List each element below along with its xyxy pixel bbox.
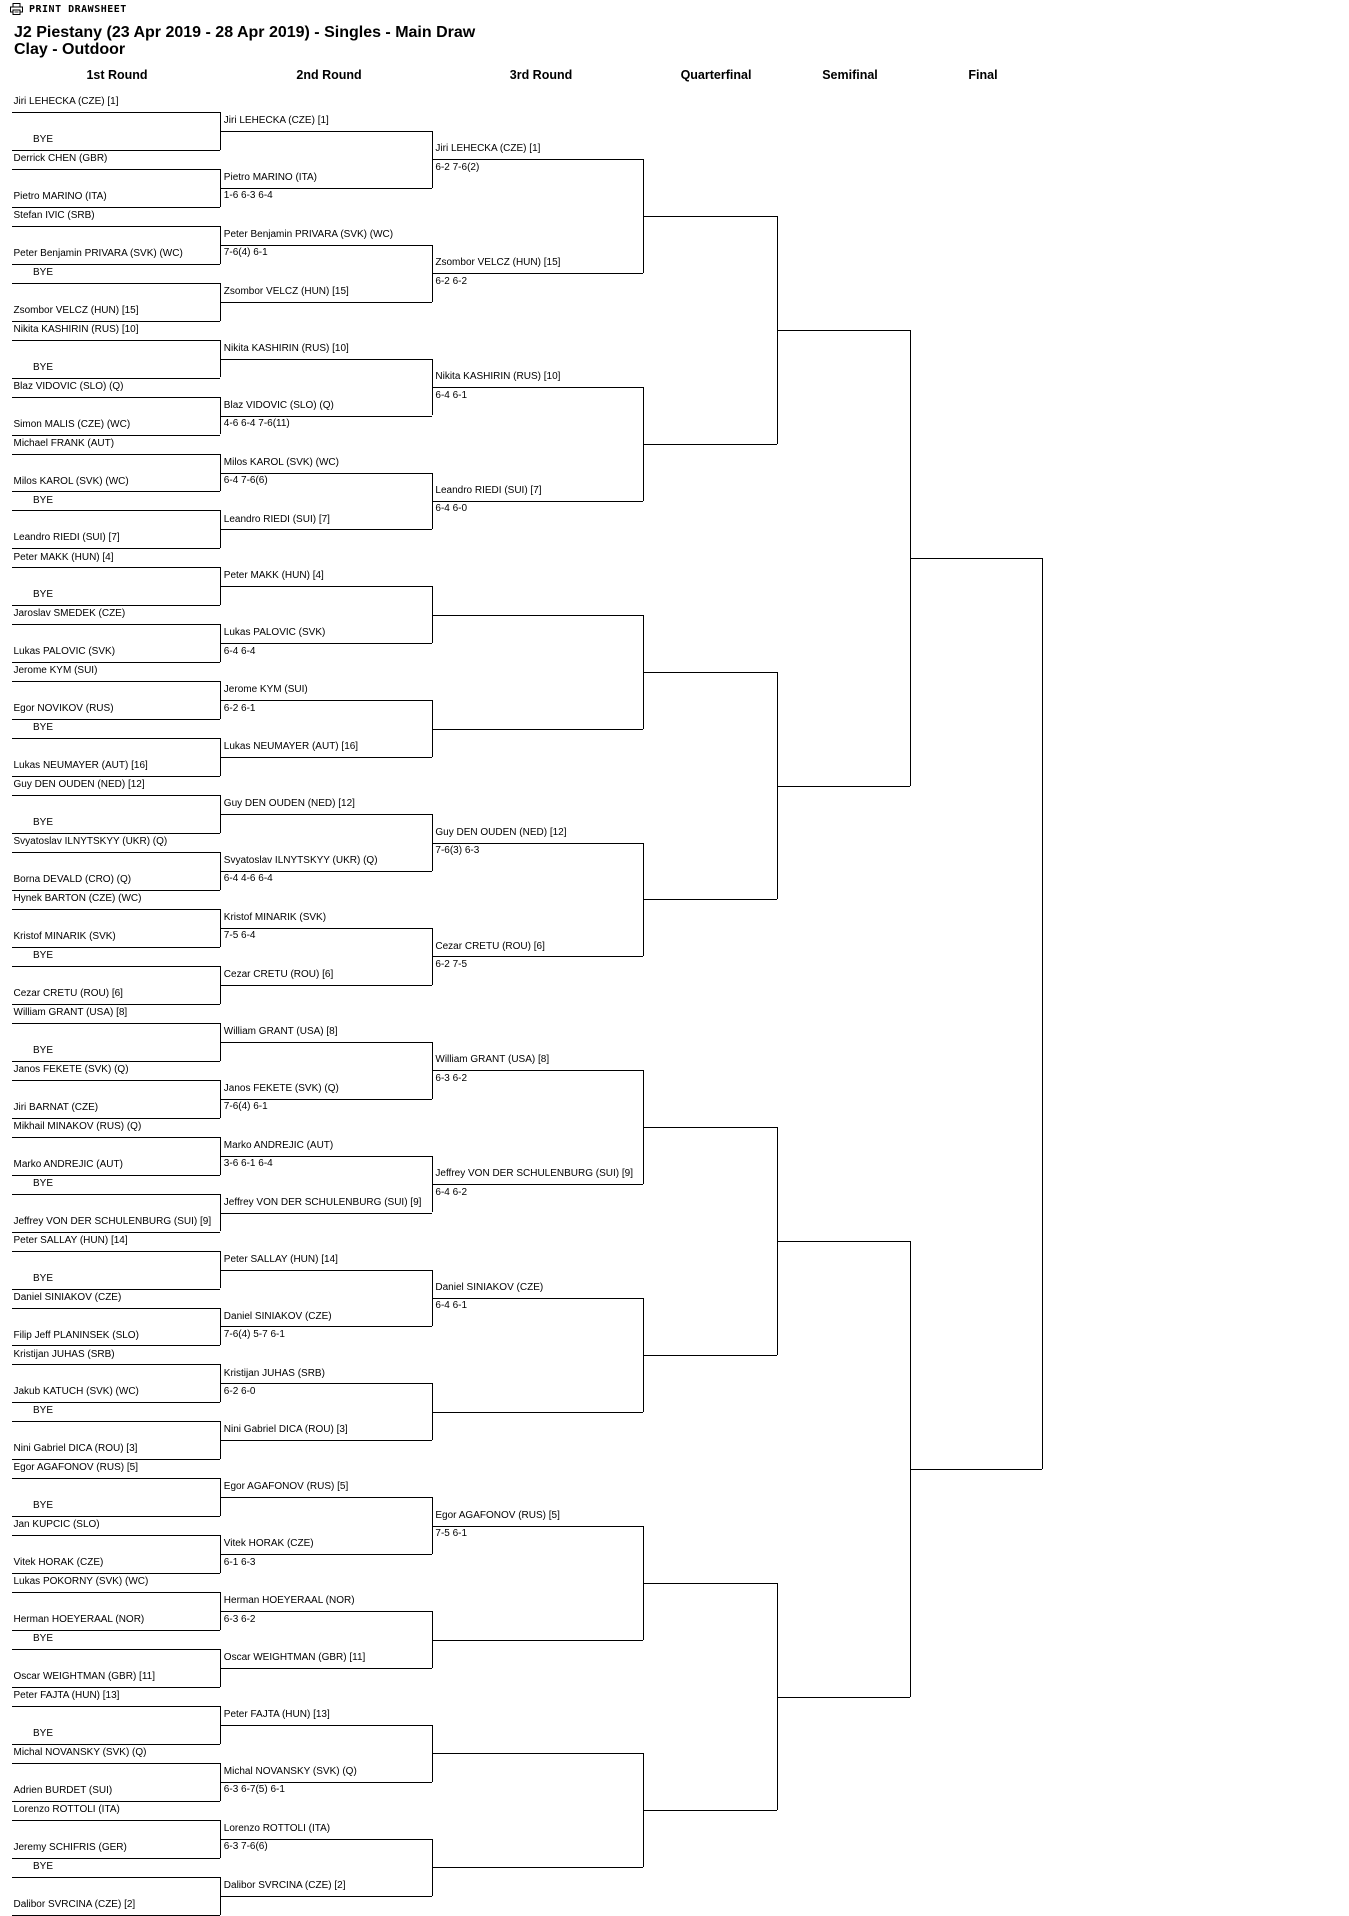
bye-label: BYE <box>33 950 54 961</box>
printer-icon <box>10 3 23 15</box>
final-line <box>910 558 1042 559</box>
match-score: 6-3 7-6(6) <box>223 1841 268 1853</box>
bye-label: BYE <box>33 1272 54 1284</box>
player-name: Jaroslav SMEDEK (CZE) <box>13 608 126 620</box>
qf-line <box>643 1127 776 1128</box>
match-score: 6-4 6-2 <box>435 1186 468 1198</box>
player-name: Marko ANDREJIC (AUT) <box>13 1158 123 1170</box>
player-name: Egor AGAFONOV (RUS) [5] <box>435 1509 560 1521</box>
player-name: Zsombor VELCZ (HUN) [15] <box>223 285 349 297</box>
player-name: Nini Gabriel DICA (ROU) [3] <box>223 1424 348 1436</box>
r1-line <box>12 1649 220 1650</box>
match-score: 6-4 6-4 <box>223 645 256 657</box>
player-name: Svyatoslav ILNYTSKYY (UKR) (Q) <box>13 836 168 848</box>
r2-line <box>220 1440 432 1441</box>
r1-line <box>12 264 220 265</box>
bye-label: BYE <box>33 817 54 829</box>
player-name: Jan KUPCIC (SLO) <box>13 1519 100 1531</box>
r1-line <box>12 1630 220 1631</box>
player-name: Peter SALLAY (HUN) [14] <box>223 1253 338 1265</box>
player-name: Kristijan JUHAS (SRB) <box>223 1367 325 1379</box>
match-score: 1-6 6-3 6-4 <box>223 190 273 202</box>
sf-line <box>777 1697 910 1698</box>
player-name: Dalibor SVRCINA (CZE) [2] <box>223 1879 346 1891</box>
player-name: Peter Benjamin PRIVARA (SVK) (WC) <box>13 247 183 259</box>
player-name: Oscar WEIGHTMAN (GBR) [11] <box>223 1652 366 1664</box>
r2-line <box>220 1213 432 1214</box>
player-name: Vitek HORAK (CZE) <box>223 1538 314 1550</box>
bye-label: BYE <box>33 133 54 145</box>
print-drawsheet-label: PRINT DRAWSHEET <box>29 3 127 15</box>
r1-line <box>12 435 220 436</box>
player-name: Jiri LEHECKA (CZE) [1] <box>13 96 119 107</box>
r1-line <box>12 1744 220 1745</box>
player-name: Janos FEKETE (SVK) (Q) <box>13 1063 129 1075</box>
qf-line <box>643 216 776 217</box>
player-name: Pietro MARINO (ITA) <box>223 171 317 183</box>
match-score: 6-2 6-2 <box>435 275 468 287</box>
r2-line <box>220 302 432 303</box>
surface-subtitle: Clay - Outdoor <box>14 41 126 58</box>
r1-line <box>12 169 220 170</box>
player-name: Jerome KYM (SUI) <box>223 684 308 696</box>
match-score: 6-2 7-5 <box>435 958 468 970</box>
match-score: 7-6(4) 6-1 <box>223 1101 268 1113</box>
r1-line <box>12 321 220 322</box>
match-score: 6-2 6-1 <box>223 702 256 714</box>
player-name: Borna DEVALD (CRO) (Q) <box>13 874 132 885</box>
r1-line <box>12 833 220 834</box>
r3-line <box>432 956 644 957</box>
r3-line <box>432 1526 644 1527</box>
player-name: Nikita KASHIRIN (RUS) [10] <box>435 371 561 383</box>
r2-line <box>220 131 432 132</box>
r1-line <box>12 1877 220 1878</box>
player-name: William GRANT (USA) [8] <box>435 1054 550 1066</box>
player-name: Filip Jeff PLANINSEK (SLO) <box>13 1329 139 1341</box>
final-line <box>910 1469 1042 1470</box>
player-name: Daniel SINIAKOV (CZE) <box>223 1310 332 1322</box>
r1-line <box>12 150 220 151</box>
player-name: Lukas NEUMAYER (AUT) [16] <box>13 760 148 772</box>
r2-line <box>220 1839 432 1840</box>
player-name: Peter MAKK (HUN) [4] <box>223 570 324 582</box>
player-name: Lukas PALOVIC (SVK) <box>13 646 116 658</box>
player-name: Leandro RIEDI (SUI) [7] <box>13 532 120 544</box>
r1-line <box>12 491 220 492</box>
r1-line <box>12 1232 220 1233</box>
r1-line <box>12 1687 220 1688</box>
player-name: Egor AGAFONOV (RUS) [5] <box>13 1462 138 1474</box>
match-score: 6-2 7-6(2) <box>435 161 480 173</box>
r2-line <box>220 1156 432 1157</box>
r2-line <box>220 1497 432 1498</box>
r1-line <box>12 1137 220 1138</box>
qf-line <box>643 899 776 900</box>
player-name: Daniel SINIAKOV (CZE) <box>435 1282 544 1294</box>
r1-line <box>12 1118 220 1119</box>
player-name: Jiri LEHECKA (CZE) [1] <box>435 143 541 155</box>
match-score: 6-4 6-1 <box>435 1300 468 1312</box>
player-name: Michal NOVANSKY (SVK) (Q) <box>223 1766 357 1777</box>
r1-line <box>12 1592 220 1593</box>
r2-line <box>220 1099 432 1100</box>
player-name: Peter Benjamin PRIVARA (SVK) (WC) <box>223 228 394 240</box>
player-name: Leandro RIEDI (SUI) [7] <box>223 513 330 525</box>
print-drawsheet-link[interactable] <box>10 2 127 16</box>
player-name: Pietro MARINO (ITA) <box>13 190 107 202</box>
r1-line <box>12 1820 220 1821</box>
player-name: Lukas NEUMAYER (AUT) [16] <box>223 741 359 753</box>
player-name: Nini Gabriel DICA (ROU) [3] <box>13 1443 138 1455</box>
r3-line <box>432 843 644 844</box>
r2-line <box>220 586 432 587</box>
r2-line <box>220 1270 432 1271</box>
player-name: Simon MALIS (CZE) (WC) <box>13 418 131 430</box>
qf-line <box>643 444 776 445</box>
player-name: Guy DEN OUDEN (NED) [12] <box>435 826 567 838</box>
r1-line <box>12 397 220 398</box>
qf-line <box>643 672 776 673</box>
player-name: Guy DEN OUDEN (NED) [12] <box>13 779 145 791</box>
r1-line <box>12 207 220 208</box>
player-name: Jeffrey VON DER SCHULENBURG (SUI) [9] <box>435 1168 634 1180</box>
player-name: Leandro RIEDI (SUI) [7] <box>435 485 542 496</box>
r1-line <box>12 1421 220 1422</box>
r1-line <box>12 1858 220 1859</box>
r1-line <box>12 1080 220 1081</box>
match-score: 3-6 6-1 6-4 <box>223 1158 273 1170</box>
player-name: Milos KAROL (SVK) (WC) <box>223 456 339 468</box>
r1-line <box>12 226 220 227</box>
r3-line <box>432 501 644 502</box>
page-title: J2 Piestany (23 Apr 2019 - 28 Apr 2019) - Singles - Main Draw <box>14 24 476 41</box>
match-score: 6-4 6-1 <box>435 389 468 401</box>
r1-line <box>12 662 220 663</box>
r2-line <box>220 359 432 360</box>
r1-line <box>12 605 220 606</box>
r1-line <box>12 567 220 568</box>
r1-line <box>12 548 220 549</box>
player-name: Jakub KATUCH (SVK) (WC) <box>13 1386 139 1398</box>
r1-line <box>12 909 220 910</box>
match-score: 7-5 6-1 <box>435 1528 468 1540</box>
round-header-1: 1st Round <box>86 68 148 82</box>
r1-line <box>12 1023 220 1024</box>
bye-label: BYE <box>33 1177 54 1189</box>
round-header-qf: Quarterfinal <box>680 68 752 82</box>
r2-line <box>220 473 432 474</box>
round-header-3: 3rd Round <box>509 68 573 82</box>
r2-line <box>220 1042 432 1043</box>
r2-line <box>220 1896 432 1897</box>
r1-line <box>12 738 220 739</box>
r2-line <box>220 814 432 815</box>
bye-label: BYE <box>33 494 54 506</box>
bye-label: BYE <box>33 1633 54 1645</box>
player-name: Zsombor VELCZ (HUN) [15] <box>13 304 139 316</box>
player-name: Nikita KASHIRIN (RUS) [10] <box>13 323 139 335</box>
match-score: 7-6(4) 6-1 <box>223 247 268 259</box>
player-name: Vitek HORAK (CZE) <box>13 1557 104 1569</box>
player-name: Cezar CRETU (ROU) [6] <box>13 987 123 999</box>
r1-line <box>12 624 220 625</box>
match-score: 6-4 4-6 6-4 <box>223 873 273 885</box>
player-name: Nikita KASHIRIN (RUS) [10] <box>223 342 349 354</box>
player-name: Kristof MINARIK (SVK) <box>13 931 116 942</box>
r1-line <box>12 454 220 455</box>
player-name: Svyatoslav ILNYTSKYY (UKR) (Q) <box>223 855 378 867</box>
bye-label: BYE <box>33 1728 54 1739</box>
player-name: Egor NOVIKOV (RUS) <box>13 703 114 715</box>
r1-line <box>12 776 220 777</box>
r1-line <box>12 947 220 948</box>
player-name: Guy DEN OUDEN (NED) [12] <box>223 798 355 810</box>
r3-line <box>432 1184 644 1185</box>
r2-line <box>220 245 432 246</box>
r1-line <box>12 795 220 796</box>
r1-line <box>12 1763 220 1764</box>
match-score: 7-6(3) 6-3 <box>435 845 480 856</box>
r1-line <box>12 283 220 284</box>
r3-line <box>432 387 644 388</box>
player-name: Michael FRANK (AUT) <box>13 437 115 449</box>
player-name: Kristijan JUHAS (SRB) <box>13 1348 115 1360</box>
r1-line <box>12 1345 220 1346</box>
sf-line <box>777 1241 910 1242</box>
r1-line <box>12 1478 220 1479</box>
player-name: Jeffrey VON DER SCHULENBURG (SUI) [9] <box>13 1215 212 1227</box>
r1-line <box>12 1801 220 1802</box>
r1-line <box>12 1516 220 1517</box>
player-name: Mikhail MINAKOV (RUS) (Q) <box>13 1120 142 1132</box>
player-name: Peter SALLAY (HUN) [14] <box>13 1234 128 1246</box>
player-name: Daniel SINIAKOV (CZE) <box>13 1291 122 1303</box>
r1-line <box>12 378 220 379</box>
r1-line <box>12 1251 220 1252</box>
bye-label: BYE <box>33 1500 54 1512</box>
bye-label: BYE <box>33 722 54 734</box>
match-score: 6-1 6-3 <box>223 1556 256 1568</box>
r1-line <box>12 1402 220 1403</box>
r2-line <box>220 1611 432 1612</box>
r3-line <box>432 615 644 616</box>
player-name: Hynek BARTON (CZE) (WC) <box>13 893 142 905</box>
player-name: Marko ANDREJIC (AUT) <box>223 1139 334 1151</box>
r2-line <box>220 928 432 929</box>
qf-line <box>643 1810 776 1811</box>
player-name: Derrick CHEN (GBR) <box>13 152 108 164</box>
r1-line <box>12 719 220 720</box>
r2-line <box>220 416 432 417</box>
match-score: 7-5 6-4 <box>223 930 256 942</box>
r2-line <box>220 1326 432 1327</box>
player-name: Lorenzo ROTTOLI (ITA) <box>223 1822 331 1834</box>
sf-line <box>777 330 910 331</box>
player-name: Lukas PALOVIC (SVK) <box>223 627 326 639</box>
bye-label: BYE <box>33 266 54 278</box>
player-name: William GRANT (USA) [8] <box>223 1025 338 1037</box>
match-score: 7-6(4) 5-7 6-1 <box>223 1328 285 1340</box>
player-name: Peter MAKK (HUN) [4] <box>13 551 114 563</box>
r2-line <box>220 529 432 530</box>
r1-line <box>12 1175 220 1176</box>
r1-line <box>12 1459 220 1460</box>
bye-label: BYE <box>33 1860 54 1872</box>
r3-line <box>432 1412 644 1413</box>
player-name: Stefan IVIC (SRB) <box>13 209 95 221</box>
r1-line <box>12 1061 220 1062</box>
player-name: Jiri LEHECKA (CZE) [1] <box>223 115 329 126</box>
r3-line <box>432 1070 644 1071</box>
r1-line <box>12 1194 220 1195</box>
player-name: Lukas POKORNY (SVK) (WC) <box>13 1576 149 1588</box>
r3-line <box>432 1640 644 1641</box>
bye-label: BYE <box>33 361 54 373</box>
match-score: 6-4 6-0 <box>435 503 468 515</box>
r2-line <box>220 1782 432 1783</box>
r1-line <box>12 1308 220 1309</box>
r2-line <box>220 1554 432 1555</box>
r1-line <box>12 1573 220 1574</box>
r1-line <box>12 1706 220 1707</box>
r2-line <box>220 188 432 189</box>
sf-line <box>777 786 910 787</box>
r3-line <box>432 729 644 730</box>
r3-line <box>432 273 644 274</box>
player-name: Jeffrey VON DER SCHULENBURG (SUI) [9] <box>223 1196 422 1208</box>
player-name: Jiri BARNAT (CZE) <box>13 1101 99 1113</box>
player-name: Milos KAROL (SVK) (WC) <box>13 475 129 487</box>
player-name: Egor AGAFONOV (RUS) [5] <box>223 1481 349 1493</box>
player-name: Lorenzo ROTTOLI (ITA) <box>13 1804 120 1815</box>
player-name: William GRANT (USA) [8] <box>13 1006 128 1018</box>
player-name: Herman HOEYERAAL (NOR) <box>223 1595 355 1607</box>
match-score: 6-3 6-2 <box>223 1613 256 1625</box>
r2-line <box>220 757 432 758</box>
player-name: Blaz VIDOVIC (SLO) (Q) <box>223 399 334 411</box>
player-name: Blaz VIDOVIC (SLO) (Q) <box>13 380 124 392</box>
r2-line <box>220 700 432 701</box>
player-name: Peter FAJTA (HUN) [13] <box>13 1690 120 1702</box>
player-name: Zsombor VELCZ (HUN) [15] <box>435 257 561 269</box>
r2-line <box>220 985 432 986</box>
r2-line <box>220 643 432 644</box>
player-name: Peter FAJTA (HUN) [13] <box>223 1709 330 1721</box>
round-header-sf: Semifinal <box>822 68 878 82</box>
bye-label: BYE <box>33 1405 54 1417</box>
bye-label: BYE <box>33 589 54 601</box>
r2-line <box>220 1668 432 1669</box>
match-score: 6-4 7-6(6) <box>223 474 268 486</box>
r1-line <box>12 510 220 511</box>
r3-line <box>432 1298 644 1299</box>
qf-line <box>643 1355 776 1356</box>
r1-line <box>12 1289 220 1290</box>
r1-line <box>12 340 220 341</box>
r2-line <box>220 1383 432 1384</box>
r2-line <box>220 1725 432 1726</box>
r1-line <box>12 112 220 113</box>
player-name: Herman HOEYERAAL (NOR) <box>13 1614 145 1626</box>
player-name: Cezar CRETU (ROU) [6] <box>435 940 545 952</box>
qf-line <box>643 1583 776 1584</box>
player-name: Cezar CRETU (ROU) [6] <box>223 968 334 980</box>
r2-line <box>220 871 432 872</box>
final-connector <box>1042 558 1043 1469</box>
player-name: Oscar WEIGHTMAN (GBR) [11] <box>13 1671 155 1683</box>
round-header-2: 2nd Round <box>296 68 362 82</box>
r3-line <box>432 1753 644 1754</box>
player-name: Adrien BURDET (SUI) <box>13 1784 113 1796</box>
r1-line <box>12 890 220 891</box>
player-name: Michal NOVANSKY (SVK) (Q) <box>13 1747 147 1758</box>
r1-line <box>12 1004 220 1005</box>
r1-line <box>12 1535 220 1536</box>
player-name: Kristof MINARIK (SVK) <box>223 912 327 923</box>
player-name: Jerome KYM (SUI) <box>13 665 98 677</box>
player-name: Janos FEKETE (SVK) (Q) <box>223 1082 339 1094</box>
r3-line <box>432 1867 644 1868</box>
r1-line <box>12 966 220 967</box>
match-score: 6-3 6-2 <box>435 1072 468 1084</box>
match-score: 6-2 6-0 <box>223 1385 256 1397</box>
player-name: Jeremy SCHIFRIS (GER) <box>13 1841 127 1853</box>
r1-line <box>12 852 220 853</box>
round-header-final: Final <box>968 68 998 82</box>
match-score: 6-3 6-7(5) 6-1 <box>223 1784 285 1796</box>
match-score: 4-6 6-4 7-6(11) <box>223 418 290 429</box>
r3-line <box>432 159 644 160</box>
r1-line <box>12 1364 220 1365</box>
player-name: Dalibor SVRCINA (CZE) [2] <box>13 1898 136 1910</box>
r1-line <box>12 681 220 682</box>
bye-label: BYE <box>33 1044 54 1056</box>
